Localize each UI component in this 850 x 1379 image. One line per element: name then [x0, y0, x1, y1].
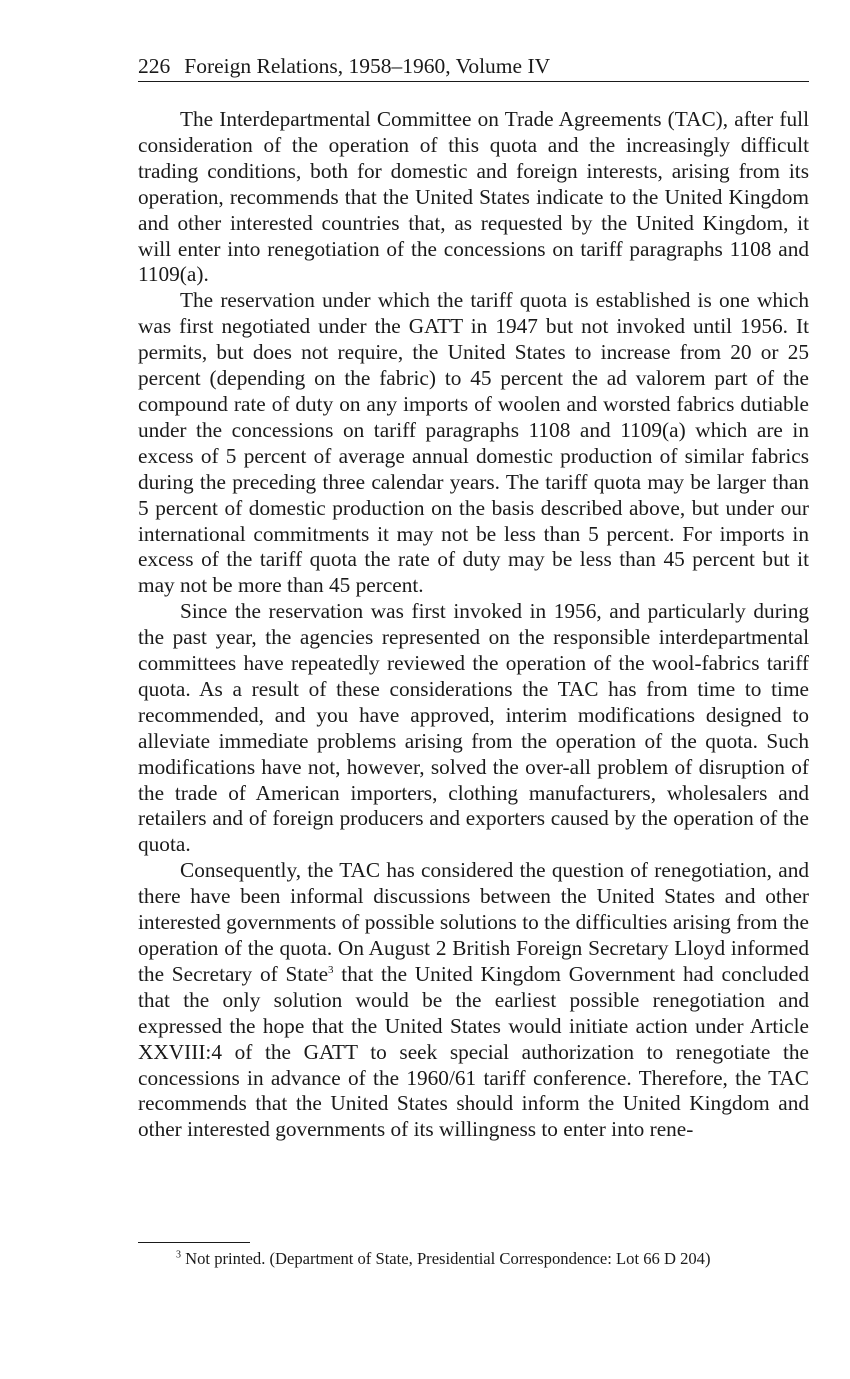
paragraph-1: The Interdepartmental Committee on Trade Agreements (TAC), after full consideration of the operation of this quota and the increasingly difficult trading conditions, both for domestic and foreign interests, arising from its operation, recommends that the United States indicate to the United Kingdom and other interested countries that, as requested by the United Kingdom, it will enter into renegotiation of the concessions on tariff paragraphs 1108 and 1109(a).: [138, 107, 809, 287]
footnote: [176, 1248, 711, 1270]
paragraph-4-text-before-note: Consequently, the TAC has considered the question of renegotiation, and there have been informal discussions between the United States and other interested governments of possible solutions to the difficulties arising from the operation of the quota. On August 2 British Foreign Secretary Lloyd informed the Secretary of State: [138, 858, 809, 986]
paragraph-4-text-after-note: that the United Kingdom Government had concluded that the only solution would be the earliest possible renegotiation and expressed the hope that the United States would initiate action under Article XXVIII:4 of the GATT to seek special authorization to renegotiate the concessions in advance of the 1960/61 tariff conference. Therefore, the TAC recommends that the United States should inform the United Kingdom and other interested governments of its willingness to enter into rene-: [138, 961, 809, 1142]
footnote-text: Not printed. (Department of State, Presidential Correspondence: Lot 66 D 204): [185, 1249, 711, 1268]
running-head: [138, 52, 809, 82]
paragraph-3: Since the reservation was first invoked in 1956, and particularly during the past year, the agencies represented on the responsible interdepartmental committees have repeatedly reviewed the operation of the wool-fabrics tariff quota. As a result of these considerations the TAC has from time to time recommended, and you have approved, interim modifications designed to alleviate immediate problems arising from the operation of the quota. Such modifications have not, however, solved the over-all problem of disruption of the trade of American importers, clothing manufacturers, wholesalers and retailers and of foreign producers and exporters caused by the operation of the quota.: [138, 599, 809, 857]
body-text: [138, 107, 809, 1143]
footnote-number: 3: [176, 1249, 181, 1261]
footnote-divider: [138, 1242, 250, 1243]
page-number: 226: [138, 54, 171, 78]
footnote-reference: 3: [328, 963, 334, 976]
paragraph-2: The reservation under which the tariff quota is established is one which was first negotiated under the GATT in 1947 but not invoked until 1956. It permits, but does not require, the United States to increase from 20 or 25 percent (depending on the fabric) to 45 percent the ad valorem part of the compound rate of duty on any imports of woolen and worsted fabrics dutiable under the concessions on tariff paragraphs 1108 and 1109(a) which are in excess of 5 percent of average annual domestic production of similar fabrics during the preceding three calendar years. The tariff quota may be larger than 5 percent of domestic production on the basis described above, but under our international commitments it may not be less than 5 percent. For imports in excess of the tariff quota the rate of duty may be less than 45 percent but it may not be more than 45 percent.: [138, 288, 809, 598]
document-page: [138, 52, 809, 1143]
paragraph-4: [138, 858, 809, 1143]
running-head-title: Foreign Relations, 1958–1960, Volume IV: [184, 54, 551, 78]
